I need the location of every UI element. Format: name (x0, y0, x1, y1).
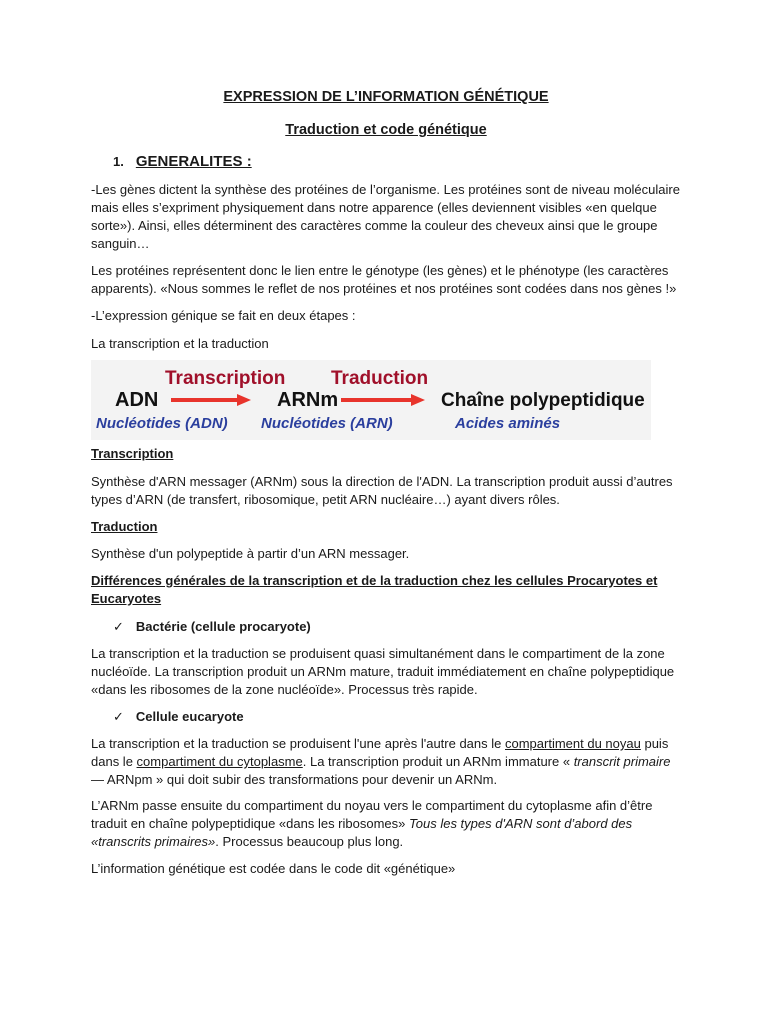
euc-noyau: compartiment du noyau (505, 736, 641, 751)
heading-differences: Différences générales de la transcription et de la traduction chez les cellules Procaryotes et Eucaryotes (91, 573, 658, 606)
paragraph-bacterie: La transcription et la traduction se produisent quasi simultanément dans le compartiment de la zone nucléoïde. La transcription produit un ARNm mature, traduit immédiatement en chaîne polypeptidique «dans les ribosomes de la zone nucléoïde». Processus très rapide. (91, 646, 675, 697)
check-icon: ✓ (113, 619, 124, 634)
heading-traduction: Traduction (91, 519, 158, 534)
euc-text-a: La transcription et la traduction se produisent l'une après l'autre dans le (91, 736, 505, 751)
arnm-italic: Tous les types d'ARN sont d’abord des «transcrits primaires» (91, 816, 633, 849)
arrow-transcription-head (237, 394, 251, 406)
section-title: GENERALITES : (135, 153, 252, 170)
paragraph-eucaryote (91, 735, 681, 789)
paragraph-code-genetique: L’information génétique est codée dans le code dit «génétique» (91, 861, 456, 876)
arnm-text-b: . Processus beaucoup plus long. (215, 834, 404, 849)
arrow-traduction-head (411, 394, 425, 406)
diagram-nucleotides-arn: Nucléotides (ARN) (261, 415, 393, 432)
document-subtitle: Traduction et code génétique (285, 122, 487, 138)
bacterie-label: Bactérie (cellule procaryote) (135, 619, 311, 634)
diagram-chaine: Chaîne polypeptidique (441, 390, 645, 411)
check-icon: ✓ (113, 709, 124, 724)
euc-text-d: — ARNpm » qui doit subir des transformations pour devenir un ARNm. (91, 772, 498, 787)
paragraph-proteines: Les protéines représentent donc le lien entre le génotype (les gènes) et le phénotype (les caractères apparents). «Nous sommes le reflet de nos protéines et nos protéines sont codées dans nos gènes !» (91, 263, 677, 296)
euc-cytoplasme: compartiment du cytoplasme (136, 754, 303, 769)
paragraph-expression: -L’expression génique se fait en deux étapes : (91, 308, 356, 323)
checklist-bacterie (113, 618, 311, 636)
diagram-nucleotides-adn: Nucléotides (ADN) (96, 415, 228, 432)
diagram-acides-amines: Acides aminés (455, 415, 561, 432)
checklist-eucaryote (113, 708, 244, 726)
diagram-adn: ADN (115, 389, 159, 411)
diagram-transcription: Transcription (165, 368, 286, 389)
euc-text-b: puis dans le (91, 736, 669, 769)
diagram-arnm: ARNm (277, 389, 339, 411)
euc-transcrit-primaire: transcrit primaire (573, 754, 671, 769)
paragraph-etapes: La transcription et la traduction (91, 336, 269, 351)
expression-diagram (91, 360, 651, 440)
paragraph-transcription: Synthèse d'ARN messager (ARNm) sous la direction de l'ADN. La transcription produit aussi d’autres types d’ARN (de transfert, ribosomique, petit ARN nucléaire…) ayant divers rôles. (91, 474, 673, 507)
eucaryote-label: Cellule eucaryote (135, 709, 244, 724)
document-title: EXPRESSION DE L’INFORMATION GÉNÉTIQUE (223, 89, 549, 105)
heading-transcription: Transcription (91, 446, 174, 461)
arnm-text-a: L’ARNm passe ensuite du compartiment du noyau vers le compartiment du cytoplasme afin d’être traduit en chaîne polypeptidique «dans les ribosomes» (91, 798, 653, 831)
section-heading-generalites (113, 153, 252, 171)
paragraph-traduction: Synthèse d'un polypeptide à partir d’un ARN messager. (91, 546, 410, 561)
paragraph-genes: -Les gènes dictent la synthèse des protéines de l’organisme. Les protéines sont de niveau moléculaire mais elles s’expriment physiquement dans notre apparence (elles deviennent visibles «en quelque sorte»). Ainsi, elles déterminent des caractères comme la couleur des cheveux ainsi que le groupe sanguin… (91, 182, 680, 251)
section-number: 1. (113, 154, 124, 169)
paragraph-arnm (91, 797, 681, 851)
diagram-traduction: Traduction (331, 368, 429, 389)
euc-text-c: . La transcription produit un ARNm immature « (302, 754, 574, 769)
